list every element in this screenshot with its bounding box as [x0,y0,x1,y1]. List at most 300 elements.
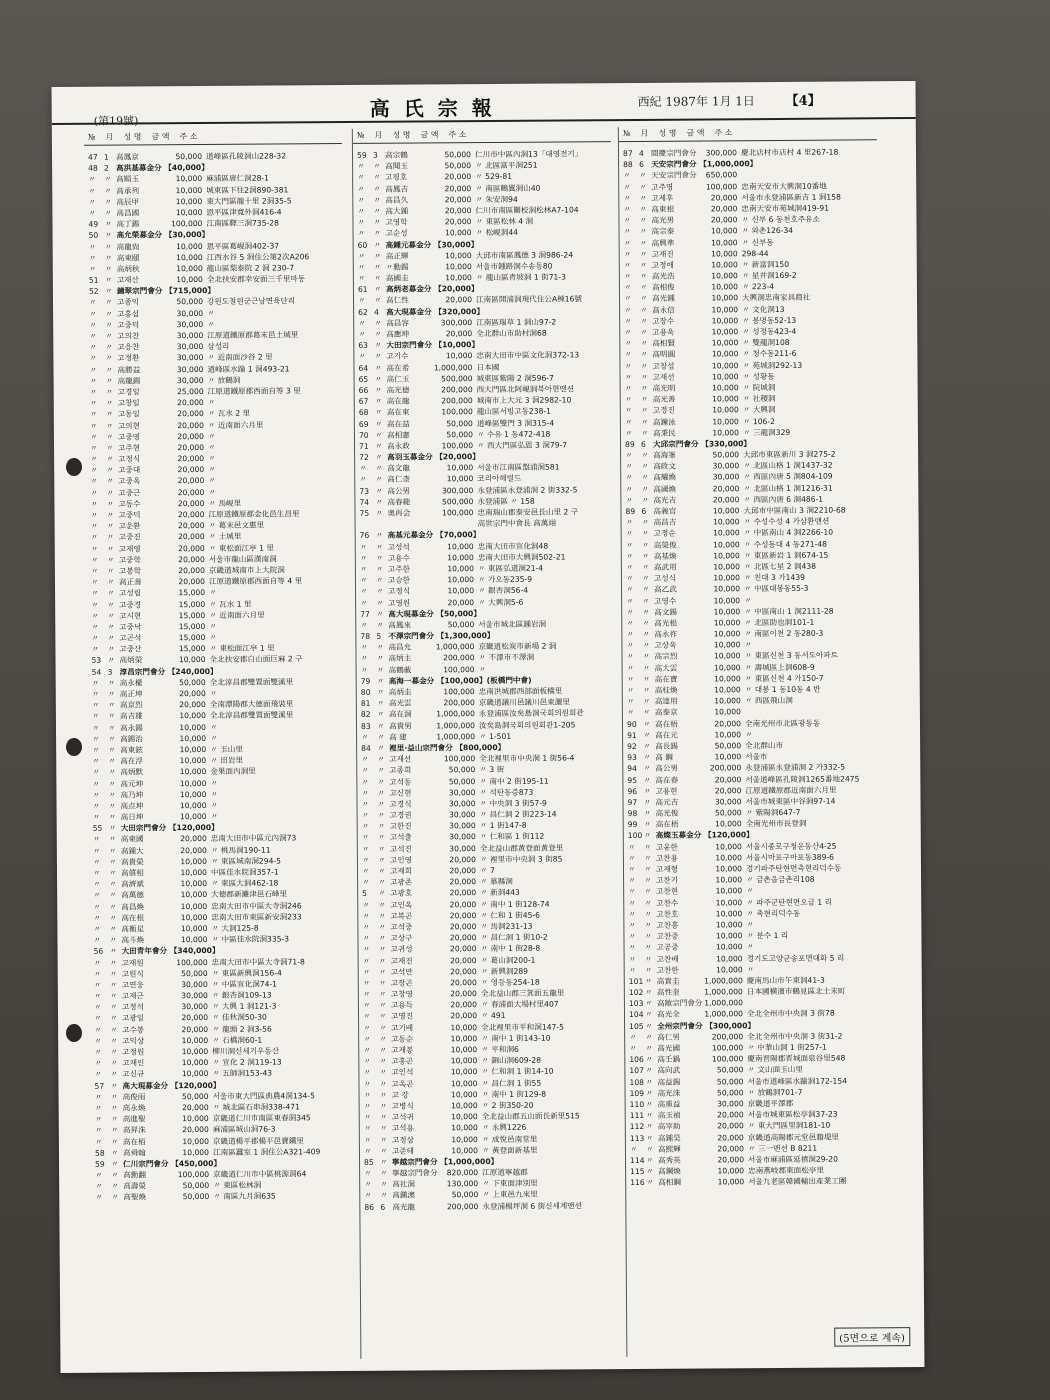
entry-month: 〃 [644,898,652,908]
entry-number: 〃 [625,518,634,528]
donor-name: 高在寶 [654,674,678,684]
donation-amount: 100,000 [443,664,475,674]
entry-number: 〃 [625,484,633,494]
donor-address: 〃 南區鶴翼洞山40 [475,183,541,193]
entry-number: 〃 [89,376,98,386]
entry-month: 〃 [644,887,652,897]
entry-month: 〃 [111,1170,119,1180]
donor-address: 〃 [746,886,754,896]
donor-address: 〃 [207,398,216,408]
donor-name: 高永祚 [654,629,678,639]
donation-amount: 20,000 [177,509,205,520]
donor-name: 高正輝 [385,251,409,261]
entry-number: 〃 [624,372,633,382]
donor-address [741,169,877,181]
entry-month: 〃 [645,1144,654,1154]
entry-month: 〃 [644,931,653,942]
donor-name: 高政文 [653,461,676,472]
donor-address: 〃 大興 1 洞121-3 [211,1001,277,1012]
entry-month: 〃 [373,173,381,183]
entry-number: 〃 [92,835,101,845]
group-heading: 高海一募金分 【100,000】(板橋門中會) [388,675,532,686]
entry-month: 〃 [107,622,115,632]
donation-amount: 10,000 [716,964,743,975]
donation-amount: 10,000 [715,886,743,896]
entry-number: 〃 [362,911,370,921]
donor-address: 慶南馬山市午東洞41-3 [746,975,825,986]
donor-name [388,519,432,530]
donor-name: 고재진 [651,249,674,259]
donor-name: 間慶宗門會分 [650,148,697,158]
donation-amount: 10,000 [444,228,472,238]
entry-month: 〃 [641,450,649,460]
donation-amount: 15,000 [178,599,206,609]
donation-amount: 10,000 [714,685,741,695]
entry-month: 〃 [377,866,386,876]
entry-number: 〃 [357,184,365,194]
donor-address: 〃 106-2 [742,416,775,426]
entry-number: 〃 [89,309,97,319]
entry-month: 〃 [377,766,385,776]
entry-month: 〃 [375,486,383,496]
entry-number: 〃 [362,956,371,966]
donation-amount: 10,000 [713,584,741,594]
donor-address: 〃 [209,722,218,732]
donor-name: 高俊雨 [122,1092,146,1102]
entry-month: 〃 [111,1193,119,1203]
entry-number: 〃 [623,227,632,237]
entry-number: 92 [627,741,637,751]
entry-month: 〃 [110,1058,118,1068]
donation-amount: 50,000 [444,161,472,171]
entry-number: 〃 [89,410,98,420]
donation-amount: 20,000 [178,532,205,542]
entry-month: 〃 [378,922,387,932]
donor-address: 〃 2 街350-20 [481,1100,534,1110]
entry-month: 〃 [641,551,650,561]
donor-address: 〃 금촌읍금촌리108 [746,874,815,885]
donation-amount: 10,000 [447,552,474,563]
donor-address: 全北淳昌郡雙置面雙溪里 [209,677,294,687]
entry-number: 58 [94,1148,105,1158]
entry-month: 〃 [640,372,649,382]
donation-amount: 10,000 [445,261,472,272]
donor-address: 서울市鍾路洞수송동80 [475,261,553,271]
entry-number: 〃 [357,262,366,272]
donor-address: 東大門區龍十里 2洞35-5 [206,196,292,206]
donation-amount: 20,000 [180,834,207,844]
donation-amount: 20,000 [179,688,206,699]
donation-amount: 20,000 [179,700,206,710]
donation-amount: 50,000 [448,765,476,775]
entry-month: 〃 [107,723,116,733]
donor-address: 全北全州市中央洞 3 街78 [746,1009,835,1019]
entry-number: 〃 [364,1180,372,1190]
donor-name: 高永煥 [122,1103,146,1113]
group-heading: 高鍾元募金分 【30,000】 [385,239,479,250]
donor-name: 高益錫 [657,1077,681,1087]
entry-number: 〃 [629,1144,638,1154]
donation-amount: 10,000 [713,618,741,628]
donor-address: 江原道鐵原郡葛末邑土城里 [207,330,299,340]
entry-month: 〃 [108,734,116,744]
donation-amount: 1,000,000 [435,642,475,652]
donation-amount: 20,000 [182,1102,209,1113]
entry-month: 〃 [105,376,114,386]
donor-column-1 [84,129,351,1361]
donation-amount: 50,000 [181,968,208,978]
entry-number: 〃 [628,898,636,908]
donor-name: 高武用 [653,562,677,572]
donor-address: 〃 田岩里 [210,755,244,766]
entry-number: 79 [360,676,371,686]
donation-amount: 500,000 [441,496,474,507]
donor-address: 〃 中區佳水院洞335-3 [211,934,290,945]
donation-amount: 10,000 [715,931,743,941]
donor-address: 全南光州市北區광동동 [744,718,821,728]
donation-amount: 10,000 [711,316,739,326]
donation-amount: 1,000,000 [436,720,476,730]
entry-month: 〃 [645,1055,653,1065]
entry-month: 〃 [645,1088,654,1098]
donor-name: 고석출 [389,832,412,843]
entry-number: 〃 [623,171,631,181]
donation-amount: 10,000 [179,722,207,732]
entry-number: 〃 [625,473,633,483]
donation-amount: 10,000 [713,528,740,538]
entry-month: 〃 [106,532,115,543]
donor-name: 天安宗門會分 [651,170,697,181]
donor-name: 高相俊 [651,282,675,293]
entry-number: 〃 [358,318,366,328]
entry-number: 〃 [357,273,366,283]
donation-amount: 30,000 [181,1002,208,1012]
entry-month: 〃 [641,562,650,572]
entry-month: 〃 [643,752,651,763]
entry-month: 〃 [378,978,387,988]
donor-address: 〃 仁和 1 街45-6 [480,910,541,920]
entry-month: 〃 [373,262,382,272]
entry-number: 〃 [363,1101,372,1111]
donor-row [357,730,615,743]
donor-address: 京畿道仁川市中區桃源洞64 [213,1169,307,1179]
entry-number: 〃 [359,475,367,485]
entry-number: 〃 [625,551,634,561]
donor-address: 〃 [207,431,216,441]
donation-amount: 1,000,000 [433,362,473,372]
entry-number: 93 [627,753,637,763]
entry-month: 〃 [107,689,116,699]
entry-month: 〃 [640,428,649,438]
entry-number: 〃 [94,1137,103,1147]
entry-number: 74 [359,497,370,507]
donor-address: 〃 수성동대 4 동271-48 [743,539,828,549]
donor-name: 高海峯 [653,450,676,460]
donor-address: 삼성리 [207,341,230,352]
donor-address: 〃 放鶴洞701-7 [747,1087,803,1097]
donation-amount: 10,000 [450,1078,478,1088]
entry-month: 〃 [375,463,383,474]
donor-column-3 [618,125,886,1357]
entry-number: 60 [357,240,368,250]
entry-month: 〃 [641,529,650,539]
donor-name: 고영학 [385,217,408,227]
donor-name: 高光明 [652,383,676,393]
donor-address: 江西水谷 5 洞住公第2次A206 [206,251,310,262]
donor-name: 高錫治 [120,734,143,744]
donation-amount: 30,000 [176,319,204,329]
entry-month: 〃 [643,741,651,751]
entry-number: 〃 [363,1079,372,1089]
donor-name: 고재선 [389,754,412,764]
entry-month: 〃 [374,329,382,339]
donation-amount: 10,000 [447,586,475,596]
donor-name: 高向武 [657,1066,681,1076]
donation-amount: 10,000 [176,241,203,251]
donation-amount: 10,000 [180,856,207,866]
donor-name: 高仁玉 [386,374,410,384]
donor-name: 고동일 [117,409,140,419]
entry-number: 〃 [623,193,631,203]
entry-month: 〃 [107,678,116,688]
donor-name: 고순성 [385,228,408,239]
entry-number: 〃 [625,529,634,539]
entry-month: 〃 [644,920,653,930]
entry-number: 〃 [90,488,98,498]
donor-name: 高光全 [656,1010,680,1020]
donation-amount: 30,000 [712,472,740,482]
donor-name: 高敞宗門會分 [656,998,703,1009]
donor-name: 高長錫 [655,741,678,751]
donation-amount: 10,000 [713,539,740,549]
donor-name: 高貴圭 [656,976,680,986]
donation-amount: 20,000 [717,1155,745,1165]
donation-amount: 10,000 [451,1112,478,1122]
donation-amount: 20,000 [450,1011,478,1021]
donor-name: 高昌國 [116,208,140,218]
donor-address: 大邱市南區鳳德 3 洞986-24 [475,250,574,260]
donor-name: 고응찬 [117,342,140,352]
donation-amount: 10,000 [714,729,742,740]
entry-number: 〃 [90,566,99,576]
donation-amount: 20,000 [449,866,477,876]
entry-number: 〃 [364,1168,372,1178]
donor-address: 〃 平和洞6 [481,1044,519,1055]
entry-number: 〃 [623,249,632,259]
donor-name: 高元吉 [655,797,679,807]
entry-number: 〃 [626,685,635,696]
donation-amount: 10,000 [717,1166,745,1176]
donor-address: 〃 黃登面新基里 [481,1145,538,1155]
donation-amount: 10,000 [715,897,743,907]
donor-row [355,439,613,452]
donation-amount: 10,000 [446,463,474,473]
entry-month: 〃 [110,1125,119,1135]
entry-number: 96 [627,786,638,796]
donor-address: 〃 東區大洞462-18 [211,878,279,889]
donation-amount: 820,000 [446,1168,479,1178]
donor-address: 서울시마포구마포동389-6 [745,852,835,863]
entry-month: 〃 [641,473,649,483]
entry-number: 〃 [93,891,101,901]
group-heading: 大田宗門會分 【10,000】 [386,340,480,350]
donor-address: 〃 [210,778,219,788]
entry-month: 〃 [376,721,385,731]
entry-number: 〃 [364,1191,372,1201]
donation-amount: 10,000 [714,674,741,684]
donor-name: 高点坤 [120,801,144,811]
entry-number: 〃 [623,283,632,293]
donor-address: 〃 三龍洞329 [742,427,791,437]
donor-name: 高昌容 [386,318,409,328]
donor-name: 고정식 [118,454,141,464]
entry-month: 〃 [376,698,385,708]
donor-address: 全北群山市助村洞68 [476,328,547,339]
entry-number: 〃 [357,206,366,216]
donation-amount: 10,000 [715,920,743,930]
entry-month: 〃 [105,421,114,431]
donor-name: 高在希 [386,363,410,373]
donor-name: 고원식 [121,969,144,979]
entry-number: 115 [630,1166,645,1177]
donor-name: 고창섭 [652,361,675,371]
entry-month: 〃 [379,1124,388,1134]
donor-name: 고용득 [390,1000,413,1010]
donation-amount: 20,000 [449,933,477,943]
entry-number: 〃 [624,428,633,438]
donor-address: 〃 星井洞169-2 [741,270,797,281]
entry-number: 113 [629,1133,645,1143]
header-address: 주 소 [179,132,198,142]
donor-name: 高秉民 [652,428,676,438]
donor-name: 高日坤 [120,812,144,822]
donation-amount: 10,000 [712,416,739,426]
entry-month: 〃 [377,788,386,798]
donor-address: 〃 [207,308,215,318]
donation-amount: 15,000 [178,633,206,643]
donor-row [87,653,345,666]
entry-number: 〃 [89,421,98,431]
group-heading: 淳昌宗門會分 【240,000】 [119,666,218,677]
entry-number: 〃 [88,253,97,263]
donor-address: 忠南洪城郡西部面板橋里 [478,686,563,697]
entry-number: 56 [93,947,104,957]
donation-amount: 50,000 [446,429,473,439]
donor-row [360,1144,618,1157]
header-month: 月 [105,132,114,142]
entry-number: 89 [625,506,636,517]
entry-number: 50 [88,231,99,241]
entry-month: 〃 [643,820,652,830]
entry-number: 〃 [623,238,632,248]
entry-number: 54 [91,667,102,677]
donation-amount: 20,000 [710,192,738,203]
entry-month: 〃 [107,611,115,621]
binder-hole [66,458,82,476]
donor-address: 서울市道峰區水踰洞172-154 [747,1076,848,1086]
entry-month: 〃 [378,877,386,887]
entry-month: 〃 [640,316,648,326]
entry-month: 〃 [639,294,648,304]
donation-amount: 1,000,000 [704,987,743,997]
entry-number: 91 [627,730,637,740]
entry-month: 〃 [643,775,651,785]
entry-month: 〃 [640,417,649,427]
donor-name: 高聖煥 [123,1192,147,1202]
donor-address: 京畿道平澤郡 [747,1098,794,1109]
entry-number: 〃 [361,777,370,787]
donor-name: 고동수 [118,499,141,509]
donation-amount: 10,000 [711,338,739,348]
entry-month: 〃 [106,443,114,453]
entry-month: 〃 [376,687,385,697]
donor-address: 〃 南中 2 街195-11 [479,776,549,786]
entry-number: 〃 [362,1012,371,1022]
donor-address: 京畿道城南市上大院洞 [208,565,285,575]
donor-row [621,426,879,439]
entry-month: 〃 [642,674,651,684]
donation-amount: 20,000 [177,442,205,453]
entry-number: 〃 [94,1103,103,1113]
entry-month: 〃 [639,182,647,192]
entry-number: 〃 [629,1043,637,1054]
entry-number: 〃 [94,1036,102,1046]
entry-number: 〃 [362,967,371,977]
donor-name: 高永錫 [119,722,143,733]
donor-address: 〃 와촌126-34 [741,226,794,236]
donor-row [91,1146,349,1159]
entry-number: 〃 [358,329,366,339]
donor-address: 〃 1-501 [479,731,512,741]
entry-month: 〃 [376,654,385,664]
entry-number: 〃 [624,406,633,416]
donation-amount: 50,000 [716,1076,744,1086]
donor-address: 〃 南區이천 2 동280-3 [744,628,824,639]
entry-number: 〃 [624,417,633,427]
entry-number: 〃 [91,700,100,710]
entry-number: 〃 [361,844,370,854]
donor-name: 高相憲 [386,430,410,440]
donation-amount: 15,000 [178,621,206,632]
donor-address: 서울市 [745,752,768,762]
donor-address: 〃 桃馬洞190-11 [210,845,271,855]
entry-number: 〃 [361,799,370,809]
donor-name: 고정식 [388,586,411,597]
entry-month: 〃 [641,540,650,550]
entry-number: 98 [627,809,638,819]
donor-name: 高昌煥 [121,901,145,912]
donor-name: 高鶴載 [388,665,412,675]
entry-month: 〃 [377,844,386,854]
entry-month: 〃 [640,406,649,416]
entry-month: 〃 [377,799,386,809]
donation-amount: 10,000 [713,595,741,605]
entry-month: 〃 [643,786,652,796]
entry-number: 〃 [92,868,101,878]
entry-number: 〃 [623,294,632,304]
donor-name: 高大雲 [654,663,678,673]
entry-number: 〃 [91,689,100,699]
donor-name: 고병식 [391,1101,414,1111]
donor-name: 고기수 [386,351,409,362]
entry-month: 〃 [643,797,652,807]
donor-address: 〃 葛末邑文惠里 [208,520,265,531]
donation-amount: 20,000 [450,977,477,988]
entry-month: 〃 [111,1159,119,1169]
donor-address: 全北全州市中央洞 3 街31-2 [747,1031,843,1042]
donor-name: 高乃坤 [120,790,144,800]
donor-name: 高耀煥 [653,473,677,483]
